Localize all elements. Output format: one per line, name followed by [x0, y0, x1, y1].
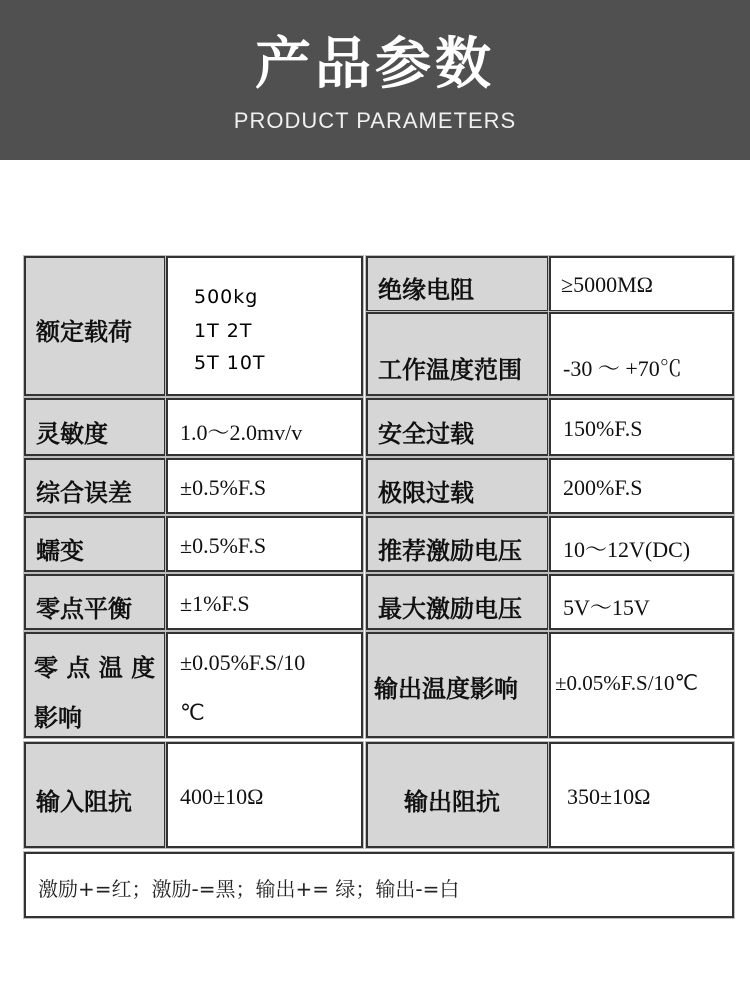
- max-excitation-label-cell: [366, 574, 549, 630]
- rated-load-value-cell: [166, 256, 363, 396]
- zero-balance-value-cell: [166, 574, 363, 630]
- zero-temp-effect-value-1: ±0.05%F.S/10: [180, 650, 306, 675]
- header-banner: [0, 0, 750, 160]
- max-excitation-value-cell: [549, 574, 734, 630]
- input-impedance-label-cell: [24, 742, 166, 848]
- output-impedance-label: 输出阻抗: [404, 788, 500, 816]
- creep-value: ±0.5%F.S: [180, 533, 267, 558]
- ultimate-overload-label: 极限过载: [378, 479, 474, 507]
- sensitivity-value: 1.0～2.0mv/v: [180, 420, 303, 445]
- output-temp-effect-value-cell: [549, 632, 734, 738]
- ultimate-overload-value-cell: [549, 458, 734, 514]
- zero-temp-effect-label-cell: [24, 632, 166, 738]
- wiring-note-cell: [24, 852, 734, 918]
- sensitivity-label-cell: [24, 398, 166, 456]
- insulation-resistance-value: ≥5000MΩ: [561, 272, 653, 297]
- creep-value-cell: [166, 516, 363, 572]
- zero-temp-effect-value-2: ℃: [180, 700, 205, 725]
- wiring-note: 激励+=红；激励-=黑；输出+= 绿；输出-=白: [38, 877, 460, 901]
- page-subtitle: PRODUCT PARAMETERS: [233, 108, 517, 133]
- max-excitation-value: 5V～15V: [563, 595, 650, 620]
- zero-temp-effect-label-2: 影响: [34, 704, 82, 732]
- sensitivity-value-cell: [166, 398, 363, 456]
- input-impedance-value-cell: [166, 742, 363, 848]
- ultimate-overload-label-cell: [366, 458, 549, 514]
- output-impedance-value-cell: [549, 742, 734, 848]
- safe-overload-label-cell: [366, 398, 549, 456]
- insulation-resistance-value-cell: [549, 256, 734, 312]
- rated-load-value-1: 500kg: [194, 286, 259, 308]
- rated-load-value-2: 1T 2T: [194, 320, 253, 342]
- creep-label: 蠕变: [36, 537, 84, 565]
- output-temp-effect-value: ±0.05%F.S/10℃: [555, 671, 699, 695]
- combined-error-label: 综合误差: [36, 479, 132, 507]
- max-excitation-label: 最大激励电压: [378, 595, 522, 623]
- combined-error-value-cell: [166, 458, 363, 514]
- insulation-resistance-label: 绝缘电阻: [378, 276, 474, 304]
- sensitivity-label: 灵敏度: [36, 420, 108, 448]
- operating-temp-label-cell: [366, 312, 549, 396]
- safe-overload-label: 安全过载: [378, 420, 474, 448]
- output-temp-effect-label: 输出温度影响: [374, 675, 518, 703]
- zero-temp-effect-value-cell: [166, 632, 363, 738]
- zero-temp-effect-label-1: 零 点 温 度: [34, 654, 156, 682]
- combined-error-label-cell: [24, 458, 166, 514]
- output-impedance-value: 350±10Ω: [567, 784, 651, 809]
- zero-balance-label-cell: [24, 574, 166, 630]
- recommended-excitation-value: 10～12V(DC): [563, 537, 691, 562]
- zero-balance-value: ±1%F.S: [180, 591, 250, 616]
- combined-error-value: ±0.5%F.S: [180, 475, 267, 500]
- rated-load-value-3: 5T 10T: [194, 352, 266, 374]
- input-impedance-value: 400±10Ω: [180, 784, 264, 809]
- page-title: 产品参数: [255, 32, 495, 97]
- recommended-excitation-label: 推荐激励电压: [378, 537, 522, 565]
- safe-overload-value-cell: [549, 398, 734, 456]
- operating-temp-value-cell: [549, 312, 734, 396]
- rated-load-label: 额定载荷: [36, 318, 132, 346]
- insulation-resistance-label-cell: [366, 256, 549, 312]
- output-temp-effect-label-cell: [366, 632, 549, 738]
- rated-load-label-cell: [24, 256, 166, 396]
- recommended-excitation-value-cell: [549, 516, 734, 572]
- operating-temp-label: 工作温度范围: [378, 356, 522, 384]
- operating-temp-value: -30 ～ +70℃: [563, 356, 682, 381]
- zero-balance-label: 零点平衡: [36, 595, 132, 623]
- input-impedance-label: 输入阻抗: [36, 788, 132, 816]
- output-impedance-label-cell: [366, 742, 549, 848]
- creep-label-cell: [24, 516, 166, 572]
- ultimate-overload-value: 200%F.S: [563, 475, 643, 500]
- safe-overload-value: 150%F.S: [563, 416, 643, 441]
- recommended-excitation-label-cell: [366, 516, 549, 572]
